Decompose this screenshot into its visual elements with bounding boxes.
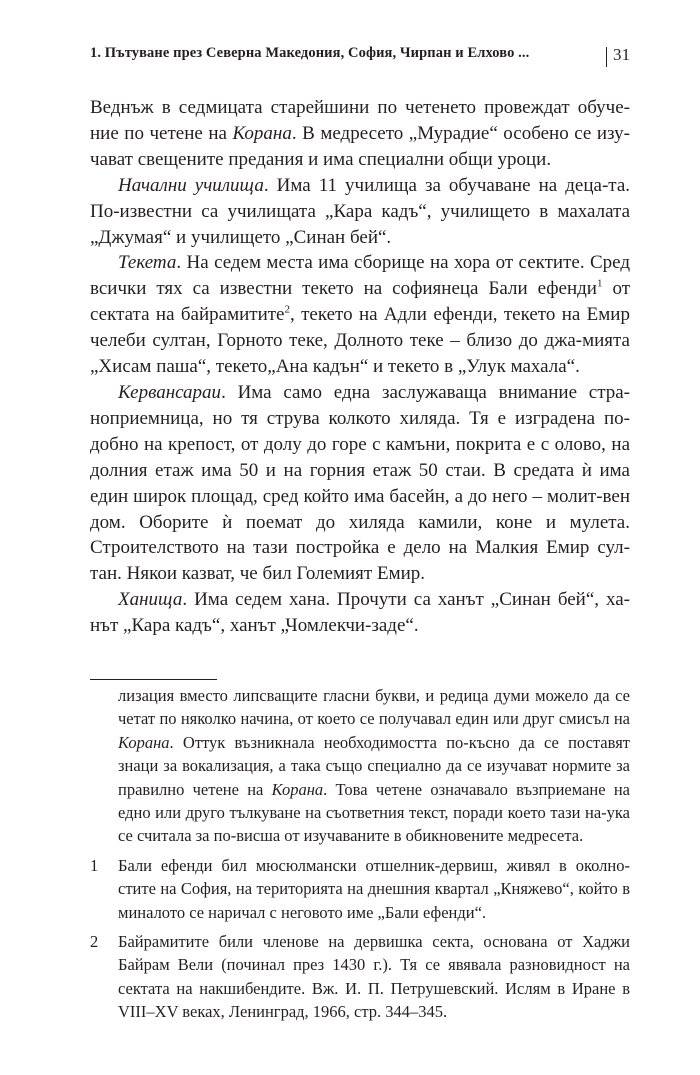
paragraph [90, 380, 630, 587]
paragraph [90, 587, 630, 639]
text-run: лизация вместо липсващите гласни букви, и редица думи можело да се четат по няколко начина, от което се получавал един или друг смисъл на [118, 686, 630, 729]
footnote-number: 1 [90, 855, 99, 875]
text-run: . На седем места има сборище на хора от сектите. Сред всички тях са известни текето на софиянеца Бали ефенди [90, 252, 630, 300]
text-run: от сектата на байрамитите [90, 278, 630, 326]
running-header [90, 45, 630, 62]
italic-term: Текета [118, 252, 177, 274]
footnote-number: 2 [90, 932, 99, 952]
text-run: . Има седем хана. Прочути са ханът „Синан бей“, ха-нът „Кара кадъ“, ханът „Чомлекчи-заде“. [90, 589, 630, 637]
main-text [90, 95, 630, 639]
text-run: . В медресето „Мурадие“ особено се изу-чават свещените предания и има специални общи уроци. [90, 122, 630, 170]
footnote-rule [90, 679, 217, 680]
footnote [90, 930, 630, 1024]
paragraph [90, 173, 630, 251]
italic-term: Корана [271, 779, 324, 799]
footnote-ref: 1 [596, 278, 603, 291]
page-number: 31 [613, 45, 631, 64]
italic-term: Начални училища [118, 174, 264, 196]
text-run: . Оттук възникнала необходимостта по-късно да се поставят знаци за вокализация, а така също специално да се изучават нормите за правилно четене на [118, 732, 630, 799]
italic-term: Корана [118, 732, 170, 752]
text-run: . Това четене означавало възприемане на едно или друго тълкуване на съответния текст, поради което тази на-ука се считала за по-висша от изучаваните в обикновените медресета. [118, 779, 630, 846]
footnote-continuation [90, 684, 630, 848]
footnote-list [90, 854, 630, 1024]
italic-term: Корана [232, 122, 292, 144]
chapter-title: 1. Пътуване през Северна Македония, София, Чирпан и Елхово ... [90, 45, 530, 61]
text-run: . Има само една заслужаваща внимание стра-ноприемница, но тя струва колкото хиляда. Тя е изградена по-добно на крепост, от долу до горе с камъни, покрита е с олово, на долния етаж има 50 и на горния етаж 50 стаи. В средата ѝ има един широк площад, сред който има басейн, а до него – молит-вен дом. Оборите ѝ поемат до хиляда камили, коне и мулета. Строителството на тази постройка е дело на Малкия Емир сул-тан. Някои казват, че бил Големият Емир. [90, 381, 630, 585]
italic-term: Ханища [118, 589, 183, 611]
footnote [90, 854, 630, 924]
text-run: Веднъж в седмицата старейшини по четенето провеждат обуче-ние по четене на [90, 97, 630, 144]
italic-term: Кервансараи [118, 381, 222, 403]
footnotes [90, 684, 630, 1024]
text-run: Бали ефенди бил мюсюлмански отшелник-дервиш, живял в околно-стите на София, на територията на днешния квартал „Княжево“, който в миналото се наричал с неговото име „Бали ефенди“. [118, 855, 630, 922]
text-run: . Има 11 училища за обучаване на деца-та. По-известни са училищата „Кара кадъ“, училището в махалата „Джумая“ и училището „Синан бей“. [90, 174, 631, 248]
paragraph [90, 250, 630, 380]
text-run: , текето на Адли ефенди, текето на Емир челеби султан, Горното теке, Долното теке – близо до джа-мията „Хисам паша“, текето„Ана кадън“ и текето в „Улук махала“. [90, 304, 630, 378]
footnote-ref: 2 [284, 303, 290, 316]
header-separator [606, 47, 607, 67]
paragraph [90, 95, 630, 173]
text-run: Байрамитите били членове на дервишка секта, основана от Хаджи Байрам Вели (починал през 1430 г.). Тя се явявала разновидност на сектата на накшибендите. Вж. И. П. Петрушевский. Ислям в Иране в VIII–XV веках, Ленинград, 1966, стр. 344–345. [118, 932, 630, 1022]
